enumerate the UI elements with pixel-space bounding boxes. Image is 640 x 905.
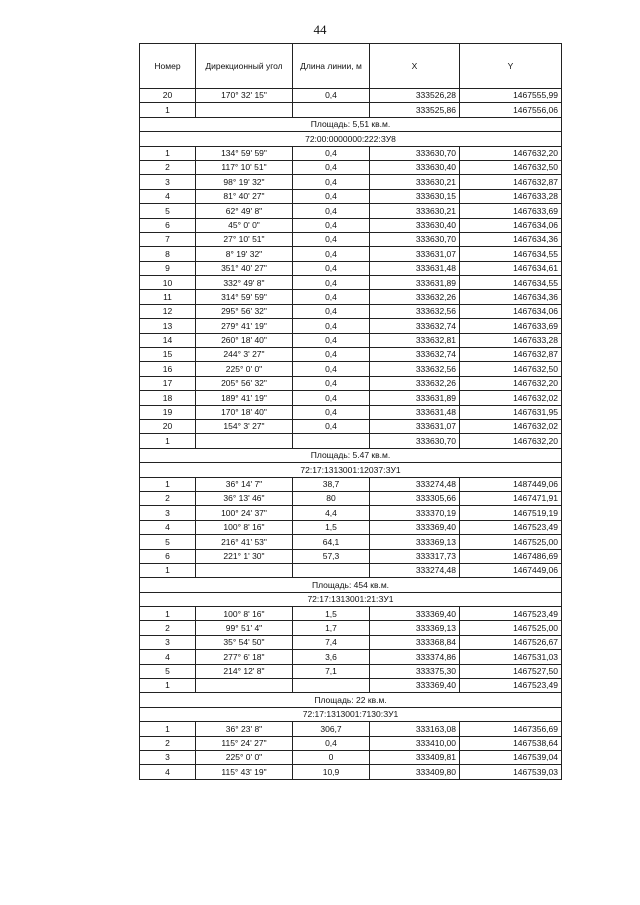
point-number-cell: 1: [140, 607, 196, 621]
point-number-cell: 2: [140, 160, 196, 174]
x-coordinate-cell: 333369,13: [370, 621, 460, 635]
direction-angle-cell: 214° 12' 8": [196, 664, 293, 678]
point-number-cell: 13: [140, 319, 196, 333]
line-length-cell: 7,4: [293, 635, 370, 649]
y-coordinate-cell: 1467539,03: [460, 765, 562, 779]
x-coordinate-cell: 333630,70: [370, 146, 460, 160]
direction-angle-cell: 35° 54' 50": [196, 635, 293, 649]
x-coordinate-cell: 333409,81: [370, 750, 460, 764]
line-length-cell: 306,7: [293, 722, 370, 736]
cadastral-number-row: [140, 132, 562, 146]
line-length-cell: 57,3: [293, 549, 370, 563]
direction-angle-cell: 115° 24' 27": [196, 736, 293, 750]
line-length-cell: [293, 679, 370, 693]
direction-angle-cell: 279° 41' 19": [196, 319, 293, 333]
direction-angle-cell: 117° 10' 51": [196, 160, 293, 174]
y-coordinate-cell: 1467632,50: [460, 362, 562, 376]
line-length-cell: 1,5: [293, 520, 370, 534]
point-number-cell: 4: [140, 650, 196, 664]
direction-angle-cell: 295° 56' 32": [196, 304, 293, 318]
header-number: Номер: [140, 44, 196, 89]
y-coordinate-cell: 1467633,69: [460, 204, 562, 218]
direction-angle-cell: 36° 14' 7": [196, 477, 293, 491]
line-length-cell: 0,4: [293, 276, 370, 290]
table-row: [140, 362, 562, 376]
y-coordinate-cell: 1467634,36: [460, 290, 562, 304]
x-coordinate-cell: 333630,40: [370, 218, 460, 232]
table-row: [140, 765, 562, 779]
table-row: [140, 391, 562, 405]
point-number-cell: 2: [140, 491, 196, 505]
line-length-cell: 0,4: [293, 232, 370, 246]
cadastral-number-row: [140, 707, 562, 721]
point-number-cell: 14: [140, 333, 196, 347]
direction-angle-cell: 216° 41' 53": [196, 535, 293, 549]
direction-angle-cell: 154° 3' 27": [196, 419, 293, 433]
line-length-cell: 0,4: [293, 204, 370, 218]
line-length-cell: 0,4: [293, 290, 370, 304]
direction-angle-cell: 100° 8' 16": [196, 607, 293, 621]
table-row: [140, 520, 562, 534]
direction-angle-cell: 225° 0' 0": [196, 362, 293, 376]
point-number-cell: 1: [140, 146, 196, 160]
direction-angle-cell: 81° 40' 27": [196, 189, 293, 203]
line-length-cell: 0,4: [293, 89, 370, 103]
line-length-cell: 0,4: [293, 146, 370, 160]
point-number-cell: 3: [140, 635, 196, 649]
line-length-cell: 0,4: [293, 319, 370, 333]
table-row: [140, 304, 562, 318]
direction-angle-cell: 244° 3' 27": [196, 348, 293, 362]
table-row: [140, 563, 562, 577]
table-row: [140, 549, 562, 563]
header-x: X: [370, 44, 460, 89]
point-number-cell: 6: [140, 549, 196, 563]
point-number-cell: 18: [140, 391, 196, 405]
point-number-cell: 17: [140, 376, 196, 390]
direction-angle-cell: 45° 0' 0": [196, 218, 293, 232]
y-coordinate-cell: 1467633,28: [460, 189, 562, 203]
x-coordinate-cell: 333631,48: [370, 261, 460, 275]
table-row: [140, 635, 562, 649]
cadastral-number-row: [140, 463, 562, 477]
x-coordinate-cell: 333370,19: [370, 506, 460, 520]
point-number-cell: 20: [140, 89, 196, 103]
x-coordinate-cell: 333630,70: [370, 232, 460, 246]
table-row: [140, 290, 562, 304]
cadastral-number: 72:17:1313001:7130:ЗУ1: [140, 707, 562, 721]
direction-angle-cell: [196, 103, 293, 117]
y-coordinate-cell: 1467449,06: [460, 563, 562, 577]
y-coordinate-cell: 1467539,04: [460, 750, 562, 764]
y-coordinate-cell: 1467356,69: [460, 722, 562, 736]
cadastral-number: 72:00:0000000:222:ЗУ8: [140, 132, 562, 146]
line-length-cell: 38,7: [293, 477, 370, 491]
x-coordinate-cell: 333630,40: [370, 160, 460, 174]
x-coordinate-cell: 333632,56: [370, 362, 460, 376]
table-row: [140, 89, 562, 103]
point-number-cell: 1: [140, 563, 196, 577]
direction-angle-cell: 36° 23' 8": [196, 722, 293, 736]
header-direction-angle: Дирекционный угол: [196, 44, 293, 89]
point-number-cell: 10: [140, 276, 196, 290]
x-coordinate-cell: 333369,40: [370, 520, 460, 534]
table-row: [140, 333, 562, 347]
area-label: Площадь: 22 кв.м.: [140, 693, 562, 707]
x-coordinate-cell: 333631,89: [370, 391, 460, 405]
y-coordinate-cell: 1467632,87: [460, 348, 562, 362]
table-row: [140, 722, 562, 736]
table-row: [140, 535, 562, 549]
cadastral-number-row: [140, 592, 562, 606]
table-row: [140, 491, 562, 505]
y-coordinate-cell: 1467555,99: [460, 89, 562, 103]
direction-angle-cell: 332° 49' 8": [196, 276, 293, 290]
direction-angle-cell: 260° 18' 40": [196, 333, 293, 347]
line-length-cell: 0,4: [293, 736, 370, 750]
cadastral-number: 72:17:1313001:21:ЗУ1: [140, 592, 562, 606]
page-number: 44: [313, 22, 327, 37]
y-coordinate-cell: 1467634,36: [460, 232, 562, 246]
line-length-cell: 7,1: [293, 664, 370, 678]
y-coordinate-cell: 1467523,49: [460, 520, 562, 534]
y-coordinate-cell: 1467523,49: [460, 607, 562, 621]
direction-angle-cell: 8° 19' 32": [196, 247, 293, 261]
direction-angle-cell: [196, 434, 293, 448]
point-number-cell: 15: [140, 348, 196, 362]
y-coordinate-cell: 1487449,06: [460, 477, 562, 491]
line-length-cell: 1,5: [293, 607, 370, 621]
direction-angle-cell: 221° 1' 30": [196, 549, 293, 563]
point-number-cell: 3: [140, 506, 196, 520]
point-number-cell: 4: [140, 765, 196, 779]
y-coordinate-cell: 1467632,20: [460, 146, 562, 160]
point-number-cell: 6: [140, 218, 196, 232]
x-coordinate-cell: 333630,70: [370, 434, 460, 448]
direction-angle-cell: 115° 43' 19": [196, 765, 293, 779]
y-coordinate-cell: 1467526,67: [460, 635, 562, 649]
area-label-row: [140, 117, 562, 131]
table-row: [140, 736, 562, 750]
coordinates-table: [139, 43, 562, 780]
y-coordinate-cell: 1467527,50: [460, 664, 562, 678]
line-length-cell: [293, 103, 370, 117]
y-coordinate-cell: 1467525,00: [460, 621, 562, 635]
x-coordinate-cell: 333631,48: [370, 405, 460, 419]
direction-angle-cell: 36° 13' 46": [196, 491, 293, 505]
line-length-cell: 0,4: [293, 348, 370, 362]
table-body: [140, 89, 562, 780]
y-coordinate-cell: 1467632,02: [460, 419, 562, 433]
y-coordinate-cell: 1467486,69: [460, 549, 562, 563]
x-coordinate-cell: 333305,66: [370, 491, 460, 505]
table-row: [140, 679, 562, 693]
line-length-cell: 10,9: [293, 765, 370, 779]
line-length-cell: 0,4: [293, 189, 370, 203]
x-coordinate-cell: 333369,13: [370, 535, 460, 549]
line-length-cell: 0: [293, 750, 370, 764]
line-length-cell: 0,4: [293, 247, 370, 261]
table-row: [140, 146, 562, 160]
point-number-cell: 1: [140, 477, 196, 491]
x-coordinate-cell: 333369,40: [370, 607, 460, 621]
table-row: [140, 189, 562, 203]
direction-angle-cell: 98° 19' 32": [196, 175, 293, 189]
table-row: [140, 664, 562, 678]
y-coordinate-cell: 1467631,95: [460, 405, 562, 419]
x-coordinate-cell: 333632,56: [370, 304, 460, 318]
y-coordinate-cell: 1467531,03: [460, 650, 562, 664]
x-coordinate-cell: 333526,28: [370, 89, 460, 103]
y-coordinate-cell: 1467519,19: [460, 506, 562, 520]
x-coordinate-cell: 333632,74: [370, 319, 460, 333]
point-number-cell: 16: [140, 362, 196, 376]
x-coordinate-cell: 333631,89: [370, 276, 460, 290]
table-row: [140, 348, 562, 362]
point-number-cell: 8: [140, 247, 196, 261]
line-length-cell: 0,4: [293, 218, 370, 232]
table-row: [140, 276, 562, 290]
x-coordinate-cell: 333630,15: [370, 189, 460, 203]
point-number-cell: 5: [140, 535, 196, 549]
direction-angle-cell: 205° 56' 32": [196, 376, 293, 390]
line-length-cell: 4,4: [293, 506, 370, 520]
area-label: Площадь: 5.47 кв.м.: [140, 448, 562, 462]
table-row: [140, 607, 562, 621]
line-length-cell: [293, 434, 370, 448]
point-number-cell: 1: [140, 722, 196, 736]
table-row: [140, 621, 562, 635]
table-row: [140, 650, 562, 664]
y-coordinate-cell: 1467632,87: [460, 175, 562, 189]
y-coordinate-cell: 1467632,20: [460, 376, 562, 390]
header-line-length: Длина линии, м: [293, 44, 370, 89]
x-coordinate-cell: 333632,26: [370, 290, 460, 304]
table-header-row: [140, 44, 562, 89]
y-coordinate-cell: 1467634,55: [460, 247, 562, 261]
cadastral-number: 72:17:1313001:12037:ЗУ1: [140, 463, 562, 477]
y-coordinate-cell: 1467632,50: [460, 160, 562, 174]
line-length-cell: 1,7: [293, 621, 370, 635]
y-coordinate-cell: 1467471,91: [460, 491, 562, 505]
line-length-cell: 0,4: [293, 376, 370, 390]
line-length-cell: 0,4: [293, 405, 370, 419]
direction-angle-cell: 225° 0' 0": [196, 750, 293, 764]
direction-angle-cell: 277° 6' 18": [196, 650, 293, 664]
line-length-cell: 0,4: [293, 261, 370, 275]
line-length-cell: 80: [293, 491, 370, 505]
x-coordinate-cell: 333317,73: [370, 549, 460, 563]
area-label-row: [140, 693, 562, 707]
x-coordinate-cell: 333374,86: [370, 650, 460, 664]
table-row: [140, 103, 562, 117]
table-row: [140, 204, 562, 218]
y-coordinate-cell: 1467633,69: [460, 319, 562, 333]
table-row: [140, 261, 562, 275]
x-coordinate-cell: 333410,00: [370, 736, 460, 750]
direction-angle-cell: 134° 59' 59": [196, 146, 293, 160]
y-coordinate-cell: 1467634,61: [460, 261, 562, 275]
direction-angle-cell: 170° 32' 15": [196, 89, 293, 103]
header-y: Y: [460, 44, 562, 89]
direction-angle-cell: [196, 679, 293, 693]
y-coordinate-cell: 1467525,00: [460, 535, 562, 549]
y-coordinate-cell: 1467634,06: [460, 304, 562, 318]
direction-angle-cell: 351° 40' 27": [196, 261, 293, 275]
table-row: [140, 376, 562, 390]
table-row: [140, 506, 562, 520]
line-length-cell: 0,4: [293, 419, 370, 433]
point-number-cell: 3: [140, 750, 196, 764]
table-row: [140, 319, 562, 333]
line-length-cell: [293, 563, 370, 577]
point-number-cell: 9: [140, 261, 196, 275]
x-coordinate-cell: 333632,26: [370, 376, 460, 390]
x-coordinate-cell: 333631,07: [370, 247, 460, 261]
direction-angle-cell: 100° 24' 37": [196, 506, 293, 520]
y-coordinate-cell: 1467633,28: [460, 333, 562, 347]
x-coordinate-cell: 333525,86: [370, 103, 460, 117]
x-coordinate-cell: 333631,07: [370, 419, 460, 433]
y-coordinate-cell: 1467523,49: [460, 679, 562, 693]
line-length-cell: 0,4: [293, 304, 370, 318]
x-coordinate-cell: 333409,80: [370, 765, 460, 779]
x-coordinate-cell: 333630,21: [370, 175, 460, 189]
point-number-cell: 2: [140, 736, 196, 750]
point-number-cell: 7: [140, 232, 196, 246]
point-number-cell: 5: [140, 204, 196, 218]
direction-angle-cell: 170° 18' 40": [196, 405, 293, 419]
direction-angle-cell: 314° 59' 59": [196, 290, 293, 304]
table-row: [140, 232, 562, 246]
point-number-cell: 12: [140, 304, 196, 318]
table-row: [140, 160, 562, 174]
x-coordinate-cell: 333375,30: [370, 664, 460, 678]
direction-angle-cell: 100° 8' 16": [196, 520, 293, 534]
area-label: Площадь: 454 кв.м.: [140, 578, 562, 592]
point-number-cell: 1: [140, 103, 196, 117]
point-number-cell: 19: [140, 405, 196, 419]
x-coordinate-cell: 333632,81: [370, 333, 460, 347]
line-length-cell: 0,4: [293, 160, 370, 174]
point-number-cell: 1: [140, 434, 196, 448]
x-coordinate-cell: 333630,21: [370, 204, 460, 218]
table-row: [140, 750, 562, 764]
table-row: [140, 247, 562, 261]
point-number-cell: 3: [140, 175, 196, 189]
x-coordinate-cell: 333368,84: [370, 635, 460, 649]
y-coordinate-cell: 1467634,06: [460, 218, 562, 232]
table-row: [140, 175, 562, 189]
y-coordinate-cell: 1467556,06: [460, 103, 562, 117]
table-row: [140, 405, 562, 419]
line-length-cell: 0,4: [293, 391, 370, 405]
point-number-cell: 11: [140, 290, 196, 304]
point-number-cell: 20: [140, 419, 196, 433]
y-coordinate-cell: 1467632,02: [460, 391, 562, 405]
table-row: [140, 434, 562, 448]
table-row: [140, 218, 562, 232]
point-number-cell: 5: [140, 664, 196, 678]
x-coordinate-cell: 333163,08: [370, 722, 460, 736]
line-length-cell: 0,4: [293, 362, 370, 376]
y-coordinate-cell: 1467632,20: [460, 434, 562, 448]
line-length-cell: 64,1: [293, 535, 370, 549]
point-number-cell: 4: [140, 520, 196, 534]
point-number-cell: 4: [140, 189, 196, 203]
area-label-row: [140, 448, 562, 462]
y-coordinate-cell: 1467538,64: [460, 736, 562, 750]
direction-angle-cell: [196, 563, 293, 577]
line-length-cell: 0,4: [293, 175, 370, 189]
line-length-cell: 3,6: [293, 650, 370, 664]
direction-angle-cell: 27° 10' 51": [196, 232, 293, 246]
table-row: [140, 477, 562, 491]
area-label: Площадь: 5,51 кв.м.: [140, 117, 562, 131]
line-length-cell: 0,4: [293, 333, 370, 347]
x-coordinate-cell: 333274,48: [370, 477, 460, 491]
area-label-row: [140, 578, 562, 592]
point-number-cell: 2: [140, 621, 196, 635]
x-coordinate-cell: 333369,40: [370, 679, 460, 693]
table-row: [140, 419, 562, 433]
direction-angle-cell: 62° 49' 8": [196, 204, 293, 218]
x-coordinate-cell: 333274,48: [370, 563, 460, 577]
direction-angle-cell: 99° 51' 4": [196, 621, 293, 635]
y-coordinate-cell: 1467634,55: [460, 276, 562, 290]
point-number-cell: 1: [140, 679, 196, 693]
x-coordinate-cell: 333632,74: [370, 348, 460, 362]
direction-angle-cell: 189° 41' 19": [196, 391, 293, 405]
